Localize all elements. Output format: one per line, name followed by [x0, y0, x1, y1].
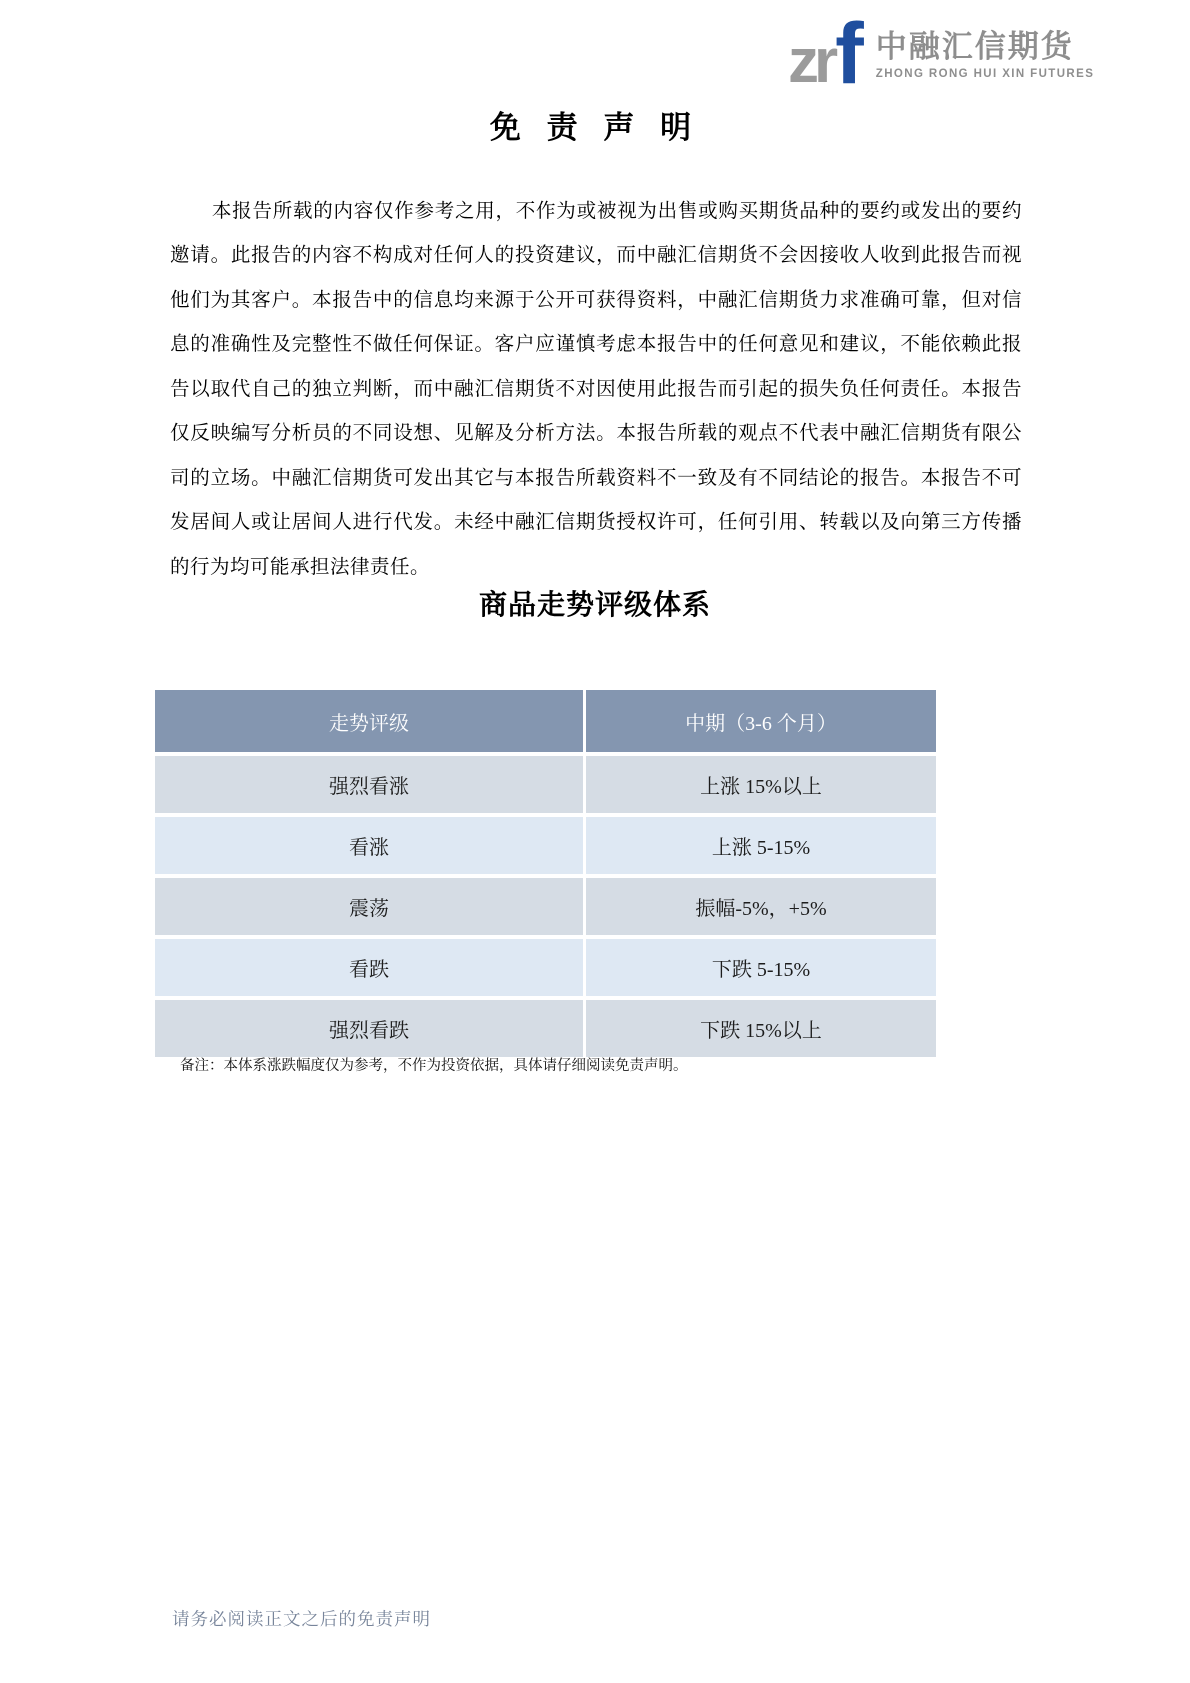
rating-table: [155, 690, 936, 1061]
logo-text-block: [876, 30, 1095, 79]
table-row: [155, 817, 936, 874]
page-title: 免 责 声 明: [489, 110, 701, 145]
zrf-logo-icon: [788, 6, 864, 102]
range-cell: 振幅-5%，+5%: [586, 878, 936, 935]
rating-cell: 看跌: [155, 939, 583, 996]
rating-cell: 震荡: [155, 878, 583, 935]
company-name-cn: 中融汇信期货: [875, 29, 1074, 65]
range-cell: 上涨 5-15%: [586, 817, 936, 874]
rating-cell: 强烈看涨: [155, 756, 583, 813]
range-cell: 上涨 15%以上: [586, 756, 936, 813]
table-row: [155, 1000, 936, 1057]
logo-letters-zr: zr: [788, 26, 834, 96]
company-name-en: ZHONG RONG HUI XIN FUTURES: [875, 67, 1095, 80]
table-note: 备注：本体系涨跌幅度仅为参考，不作为投资依据，具体请仔细阅读免责声明。: [180, 1058, 688, 1074]
table-header-midterm: 中期（3-6 个月）: [586, 690, 936, 752]
company-logo: [788, 6, 1095, 102]
footer-disclaimer: 请务必阅读正文之后的免责声明: [172, 1609, 431, 1629]
table-header-rating: 走势评级: [155, 690, 583, 752]
table-row: [155, 878, 936, 935]
rating-cell: 看涨: [155, 817, 583, 874]
rating-cell: 强烈看跌: [155, 1000, 583, 1057]
range-cell: 下跌 5-15%: [586, 939, 936, 996]
disclaimer-paragraph: 本报告所载的内容仅作参考之用，不作为或被视为出售或购买期货品种的要约或发出的要约邀请。此报告的内容不构成对任何人的投资建议，而中融汇信期货不会因接收人收到此报告而视他们为其客户。本报告中的信息均来源于公开可获得资料，中融汇信期货力求准确可靠，但对信息的准确性及完整性不做任何保证。客户应谨慎考虑本报告中的任何意见和建议，不能依赖此报告以取代自己的独立判断，而中融汇信期货不对因使用此报告而引起的损失负任何责任。本报告仅反映编写分析员的不同设想、见解及分析方法。本报告所载的观点不代表中融汇信期货有限公司的立场。中融汇信期货可发出其它与本报告所载资料不一致及有不同结论的报告。本报告不可发居间人或让居间人进行代发。未经中融汇信期货授权许可，任何引用、转载以及向第三方传播的行为均可能承担法律责任。: [170, 200, 1022, 578]
table-header-row: [155, 690, 936, 752]
section-title: 商品走势评级体系: [478, 590, 711, 621]
range-cell: 下跌 15%以上: [586, 1000, 936, 1057]
table-row: [155, 939, 936, 996]
logo-letter-f: f: [835, 6, 864, 102]
table-row: [155, 756, 936, 813]
